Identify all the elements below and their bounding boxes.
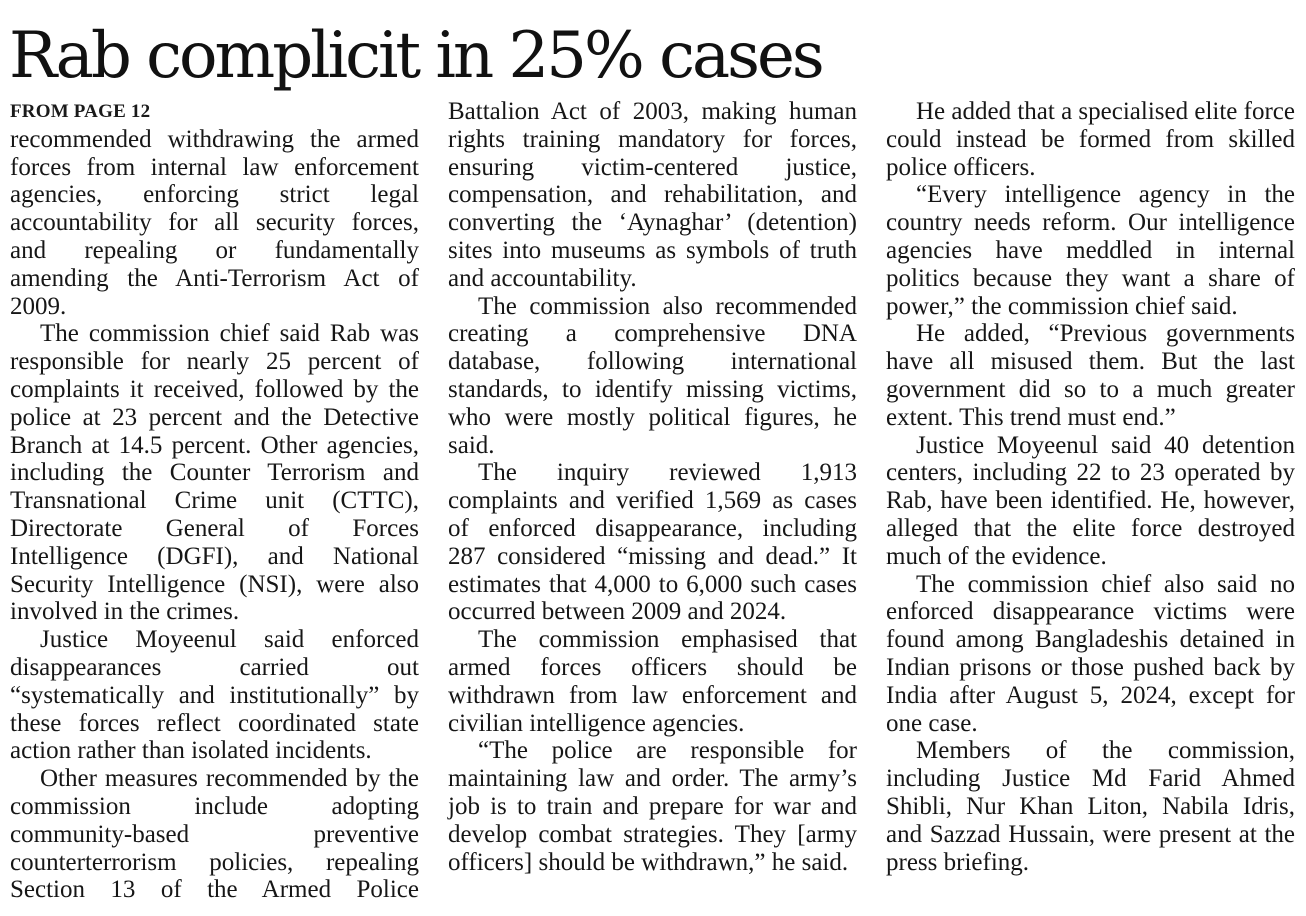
paragraph: Battalion Act of 2003, making human rights training mandatory for forces, ensuring victim-centered justice, compensation, and rehabilitation, and converting the ‘Aynaghar’ (detention) sites into museums as symbols of truth and accountability. <box>448 98 857 292</box>
jump-kicker: FROM PAGE 12 <box>10 101 151 122</box>
paragraph: The commission also recommended creating a comprehensive DNA database, following international standards, to identify missing victims, who were mostly political figures, he said. <box>448 292 857 459</box>
paragraph: Members of the commission, including Justice Md Farid Ahmed Shibli, Nur Khan Liton, Nabila Idris, and Sazzad Hussain, were present at the press briefing. <box>886 737 1295 876</box>
paragraph: He added that a specialised elite force could instead be formed from skilled police officers. <box>886 98 1295 181</box>
paragraph: The commission emphasised that armed forces officers should be withdrawn from law enforcement and civilian intelligence agencies. <box>448 626 857 737</box>
paragraph: Other measures recommended by the commission include adopting community-based preventive counterterrorism policies, repealing Section 13 of the Armed Police <box>10 765 419 904</box>
paragraph: He added, “Previous governments have all misused them. But the last government did so to a much greater extent. This trend must end.” <box>886 320 1295 431</box>
headline: Rab complicit in 25% cases <box>9 19 822 93</box>
paragraph: “Every intelligence agency in the country needs reform. Our intelligence agencies have meddled in internal politics because they want a share of power,” the commission chief said. <box>886 181 1295 320</box>
paragraph: The commission chief also said no enforced disappearance victims were found among Bangladeshis detained in Indian prisons or those pushed back by India after August 5, 2024, except for one case. <box>886 570 1295 737</box>
paragraph: Justice Moyeenul said 40 detention centers, including 22 to 23 operated by Rab, have been identified. He, however, alleged that the elite force destroyed much of the evidence. <box>886 431 1295 570</box>
paragraph: The commission chief said Rab was responsible for nearly 25 percent of complaints it received, followed by the police at 23 percent and the Detective Branch at 14.5 percent. Other agencies, including the Counter Terrorism and Transnational Crime unit (CTTC), Directorate General of Forces Intelligence (DGFI), and National Security Intelligence (NSI), were also involved in the crimes. <box>10 320 419 626</box>
article-column-3 <box>886 98 1295 876</box>
article-column-2 <box>448 98 857 876</box>
article-column-1 <box>10 98 419 904</box>
paragraph: recommended withdrawing the armed forces from internal law enforcement agencies, enforcing strict legal accountability for all security forces, and repealing or fundamentally amending the Anti-Terrorism Act of 2009. <box>10 125 419 320</box>
paragraph: The inquiry reviewed 1,913 complaints and verified 1,569 as cases of enforced disappearance, including 287 considered “missing and dead.” It estimates that 4,000 to 6,000 such cases occurred between 2009 and 2024. <box>448 459 857 626</box>
paragraph: “The police are responsible for maintaining law and order. The army’s job is to train and prepare for war and develop combat strategies. They [army officers] should be withdrawn,” he said. <box>448 737 857 876</box>
paragraph: Justice Moyeenul said enforced disappearances carried out “systematically and institutionally” by these forces reflect coordinated state action rather than isolated incidents. <box>10 626 419 765</box>
